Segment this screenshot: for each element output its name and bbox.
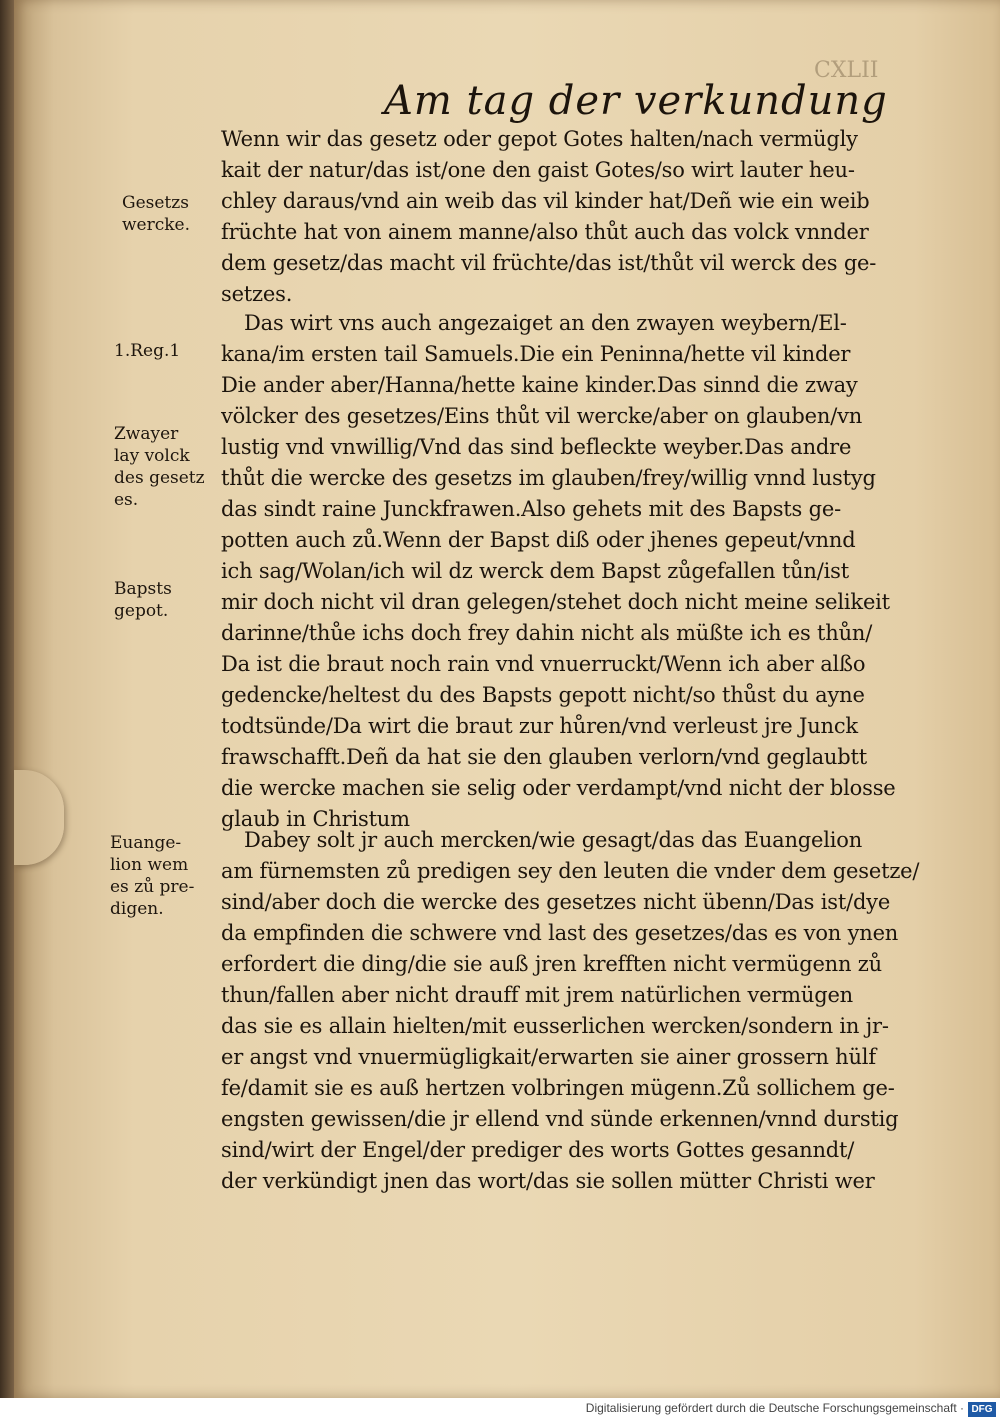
text-line: fe/damit sie es auß hertzen volbringen mügenn.Zů sollichem ge- — [221, 1076, 895, 1100]
digitization-footer — [0, 1398, 1000, 1421]
text-line: sind/aber doch die wercke des gesetzes nicht übenn/Das ist/dye — [221, 890, 891, 914]
text-line: das sie es allain hielten/mit eusserlichen wercken/sondern in jr- — [221, 1014, 889, 1038]
text-line: Das wirt vns auch angezaiget an den zwayen weybern/El- — [244, 311, 847, 335]
text-line: engsten gewissen/die jr ellend vnd sünde erkennen/vnnd durstig — [221, 1107, 899, 1131]
margin-note-gesetzs-wercke: Gesetzs wercke. — [122, 193, 191, 235]
text-line: kait der natur/das ist/one den gaist Gotes/so wirt lauter heu- — [221, 158, 855, 182]
text-line: mir doch nicht vil dran gelegen/stehet doch nicht meine selikeit — [221, 590, 890, 614]
text-line: der verkündigt jnen das wort/das sie sollen mütter Christi wer — [221, 1169, 875, 1193]
text-line: früchte hat von ainem manne/also thůt auch das volck vnnder — [221, 220, 869, 244]
text-line: glaub in Christum — [221, 807, 410, 831]
text-line: da empfinden die schwere vnd last des gesetzes/das es von ynen — [221, 921, 899, 945]
margin-note-bapsts-gepot: Bapsts gepot. — [114, 579, 172, 621]
text-line: thůt die wercke des gesetzs im glauben/frey/willig vnnd lustyg — [221, 466, 876, 490]
text-line: thun/fallen aber nicht drauff mit jrem natürlichen vermügen — [221, 983, 854, 1007]
text-line: lustig vnd vnwillig/Vnd das sind befleckte weyber.Das andre — [221, 435, 852, 459]
margin-note-reg: 1.Reg.1 — [114, 341, 181, 361]
text-line: gedencke/heltest du des Bapsts gepott nicht/so thůst du ayne — [221, 683, 865, 707]
text-line: Wenn wir das gesetz oder gepot Gotes halten/nach vermügly — [221, 127, 858, 151]
book-gutter — [0, 0, 14, 1398]
text-line: Dabey solt jr auch mercken/wie gesagt/das das Euangelion — [244, 828, 863, 852]
text-line: ich sag/Wolan/ich wil dz werck dem Bapst zůgefallen tůn/ist — [221, 559, 849, 583]
footer-credit: Digitalisierung gefördert durch die Deutsche Forschungsgemeinschaft · — [585, 1401, 964, 1415]
text-line: dem gesetz/das macht vil früchte/das ist/thůt vil werck des ge- — [221, 251, 877, 275]
margin-note-euangelion: Euange- lion wem es zů pre- digen. — [110, 833, 195, 919]
page-clip-tab — [14, 770, 64, 865]
text-line: potten auch zů.Wenn der Bapst diß oder jhenes gepeut/vnnd — [221, 528, 856, 552]
text-line: Da ist die braut noch rain vnd vnuerruckt/Wenn ich aber alßo — [221, 652, 866, 676]
book-page — [14, 0, 1000, 1398]
text-line: er angst vnd vnuermügligkait/erwarten sie ainer grossern hülf — [221, 1045, 876, 1069]
text-line: todtsünde/Da wirt die braut zur hůren/vnd verleust jre Junck — [221, 714, 858, 738]
margin-note-zwayer-volck: Zwayer lay volck des gesetz es. — [114, 424, 205, 510]
text-line: frawschafft.Deñ da hat sie den glauben verlorn/vnd geglaubtt — [221, 745, 867, 769]
text-line: erfordert die ding/die sie auß jren krefften nicht vermügenn zů — [221, 952, 882, 976]
text-line: chley daraus/vnd ain weib das vil kinder hat/Deñ wie ein weib — [221, 189, 870, 213]
text-line: am fürnemsten zů predigen sey den leuten die vnder dem gesetze/ — [221, 859, 920, 883]
text-line: die wercke machen sie selig oder verdampt/vnd nicht der blosse — [221, 776, 896, 800]
text-line: kana/im ersten tail Samuels.Die ein Peninna/hette vil kinder — [221, 342, 851, 366]
text-line: völcker des gesetzes/Eins thůt vil wercke/aber on glauben/vn — [221, 404, 863, 428]
text-line: sind/wirt der Engel/der prediger des worts Gottes gesanndt/ — [221, 1138, 855, 1162]
running-header: Am tag der verkundung — [384, 78, 888, 124]
folio-number: CXLII — [814, 58, 879, 83]
dfg-logo-icon: DFG — [968, 1402, 996, 1417]
text-line: Die ander aber/Hanna/hette kaine kinder.Das sinnd die zway — [221, 373, 858, 397]
text-line: das sindt raine Junckfrawen.Also gehets mit des Bapsts ge- — [221, 497, 841, 521]
text-line: setzes. — [221, 282, 293, 306]
text-line: darinne/thůe ichs doch frey dahin nicht als müßte ich es thůn/ — [221, 621, 873, 645]
